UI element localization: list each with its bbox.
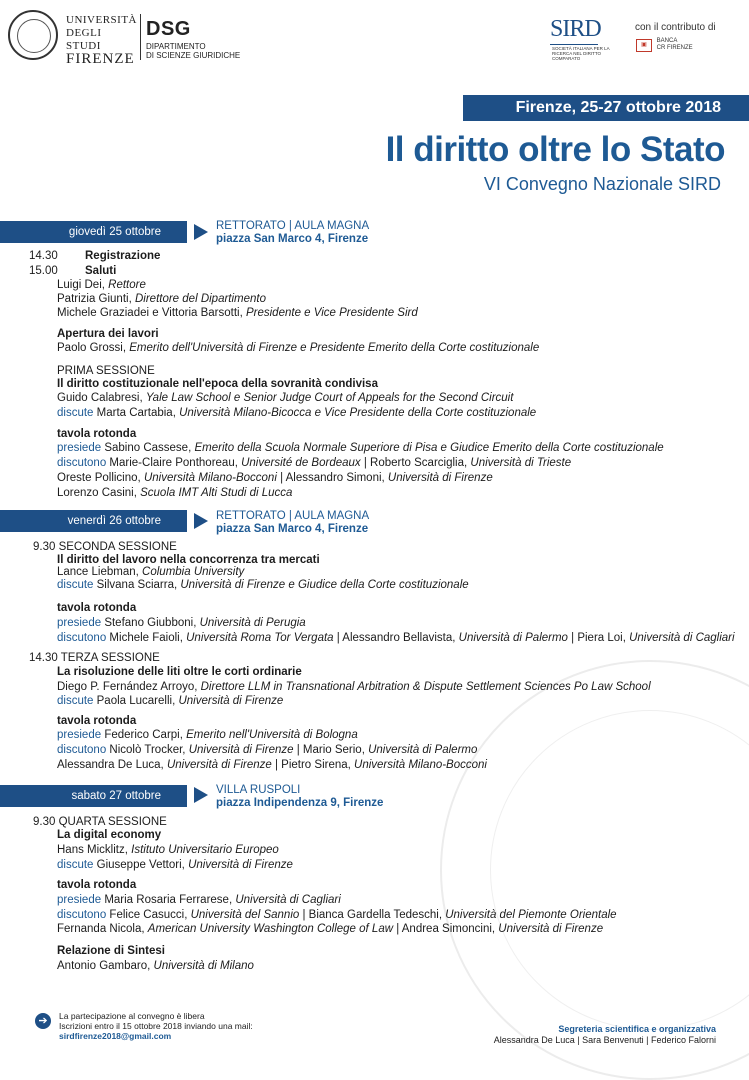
speaker-line: Luigi Dei, Rettore [57, 279, 146, 291]
speaker-line: Fernanda Nicola, American University Washington College of Law | Andrea Simoncini, Università di Firenze [57, 923, 604, 935]
event-date-banner: Firenze, 25-27 ottobre 2018 [463, 95, 749, 121]
day-banner-saturday: sabato 27 ottobre [0, 785, 187, 807]
sird-logo: SIRD [550, 16, 601, 42]
section-heading: Relazione di Sintesi [57, 945, 165, 957]
session-label: 9.30 QUARTA SESSIONE [33, 816, 167, 828]
speaker-line: Lance Liebman, Columbia University [57, 566, 245, 578]
speaker-line: presiede Federico Carpi, Emerito nell'Università di Bologna [57, 729, 358, 741]
dsg-department: DIPARTIMENTO DI SCIENZE GIURIDICHE [146, 42, 241, 60]
university-seal-logo [8, 10, 58, 60]
speaker-line: discutono Michele Faioli, Università Roma Tor Vergata | Alessandro Bellavista, Università di Palermo | Piera Loi, Università di Cagliari [57, 632, 735, 644]
sponsor-caption: con il contributo di [635, 22, 716, 33]
bank-emblem-icon: ▣ [636, 39, 652, 52]
session-title: Il diritto costituzionale nell'epoca della sovranità condivisa [57, 378, 378, 390]
dsg-logo: DSG [146, 18, 191, 40]
speaker-line: presiede Maria Rosaria Ferrarese, Università di Cagliari [57, 894, 341, 906]
arrow-right-icon [194, 224, 208, 240]
speaker-line: Patrizia Giunti, Direttore del Dipartimento [57, 293, 267, 305]
speaker-line: Antonio Gambaro, Università di Milano [57, 960, 254, 972]
section-heading: tavola rotonda [57, 715, 137, 727]
event-title: Il diritto oltre lo Stato [385, 130, 725, 169]
registration-info: La partecipazione al convegno è libera Iscrizioni entro il 15 ottobre 2018 inviando una mail: sirdfirenze2018@gmail.com [59, 1011, 253, 1041]
session-title: La risoluzione delle liti oltre le corti ordinarie [57, 666, 302, 678]
session-title: Il diritto del lavoro nella concorrenza tra mercati [57, 554, 320, 566]
sird-logo-rule [550, 44, 598, 45]
schedule-item: 15.00 Saluti [29, 265, 117, 277]
speaker-line: Guido Calabresi, Yale Law School e Senior Judge Court of Appeals for the Second Circuit [57, 392, 514, 404]
header-divider [140, 14, 141, 60]
speaker-line: Lorenzo Casini, Scuola IMT Alti Studi di Lucca [57, 487, 293, 499]
venue-saturday: VILLA RUSPOLI piazza Indipendenza 9, Firenze [216, 784, 384, 809]
venue-thursday: RETTORATO | AULA MAGNA piazza San Marco 4, Firenze [216, 220, 370, 245]
schedule-item: 14.30 Registrazione [29, 250, 161, 262]
speaker-line: discute Marta Cartabia, Università Milano-Bicocca e Vice Presidente della Corte costituzionale [57, 407, 537, 419]
sird-description: SOCIETÀ ITALIANA PER LA RICERCA NEL DIRITTO COMPARATO [552, 46, 610, 61]
university-name: UNIVERSITÀ DEGLI STUDI FIRENZE [66, 14, 137, 67]
speaker-line: discutono Felice Casucci, Università del Sannio | Bianca Gardella Tedeschi, Università del Piemonte Orientale [57, 909, 617, 921]
speaker-line: discute Giuseppe Vettori, Università di Firenze [57, 859, 293, 871]
venue-friday: RETTORATO | AULA MAGNA piazza San Marco 4, Firenze [216, 510, 370, 535]
arrow-right-icon [194, 787, 208, 803]
arrow-circle-icon: ➔ [35, 1013, 51, 1029]
speaker-line: Hans Micklitz, Istituto Universitario Europeo [57, 844, 279, 856]
event-subtitle: VI Convegno Nazionale SIRD [483, 174, 721, 194]
contact-email-link[interactable]: sirdfirenze2018@gmail.com [59, 1031, 172, 1041]
day-banner-friday: venerdì 26 ottobre [0, 510, 187, 532]
session-label: PRIMA SESSIONE [57, 365, 155, 377]
speaker-line: presiede Sabino Cassese, Emerito della Scuola Normale Superiore di Pisa e Giudice Emerito della Corte costituzionale [57, 442, 664, 454]
speaker-line: presiede Stefano Giubboni, Università di Perugia [57, 617, 306, 629]
arrow-right-icon [194, 513, 208, 529]
section-heading: tavola rotonda [57, 602, 137, 614]
session-label: 9.30 SECONDA SESSIONE [33, 541, 177, 553]
speaker-line: Paolo Grossi, Emerito dell'Università di Firenze e Presidente Emerito della Corte costituzionale [57, 342, 540, 354]
speaker-line: discute Paola Lucarelli, Università di Firenze [57, 695, 284, 707]
speaker-line: Oreste Pollicino, Università Milano-Bocconi | Alessandro Simoni, Università di Firenze [57, 472, 493, 484]
section-heading: tavola rotonda [57, 428, 137, 440]
organizing-secretariat: Segreteria scientifica e organizzativa Alessandra De Luca | Sara Benvenuti | Federico Falorni [493, 1024, 716, 1045]
speaker-line: discute Silvana Sciarra, Università di Firenze e Giudice della Corte costituzionale [57, 579, 469, 591]
speaker-line: Alessandra De Luca, Università di Firenze | Pietro Sirena, Università Milano-Bocconi [57, 759, 487, 771]
speaker-line: discutono Marie-Claire Ponthoreau, Université de Bordeaux | Roberto Scarciglia, Università di Trieste [57, 457, 572, 469]
session-title: La digital economy [57, 829, 162, 841]
session-label: 14.30 TERZA SESSIONE [29, 652, 160, 664]
day-banner-thursday: giovedì 25 ottobre [0, 221, 187, 243]
section-heading: tavola rotonda [57, 879, 137, 891]
speaker-line: Diego P. Fernández Arroyo, Direttore LLM in Transnational Arbitration & Dispute Settlement Sciences Po Law School [57, 681, 651, 693]
section-heading: Apertura dei lavori [57, 328, 159, 340]
speaker-line: Michele Graziadei e Vittoria Barsotti, Presidente e Vice Presidente Sird [57, 307, 418, 319]
sponsor-logo: ▣ BANCA CR FIRENZE [636, 38, 693, 52]
speaker-line: discutono Nicolò Trocker, Università di Firenze | Mario Serio, Università di Palermo [57, 744, 478, 756]
